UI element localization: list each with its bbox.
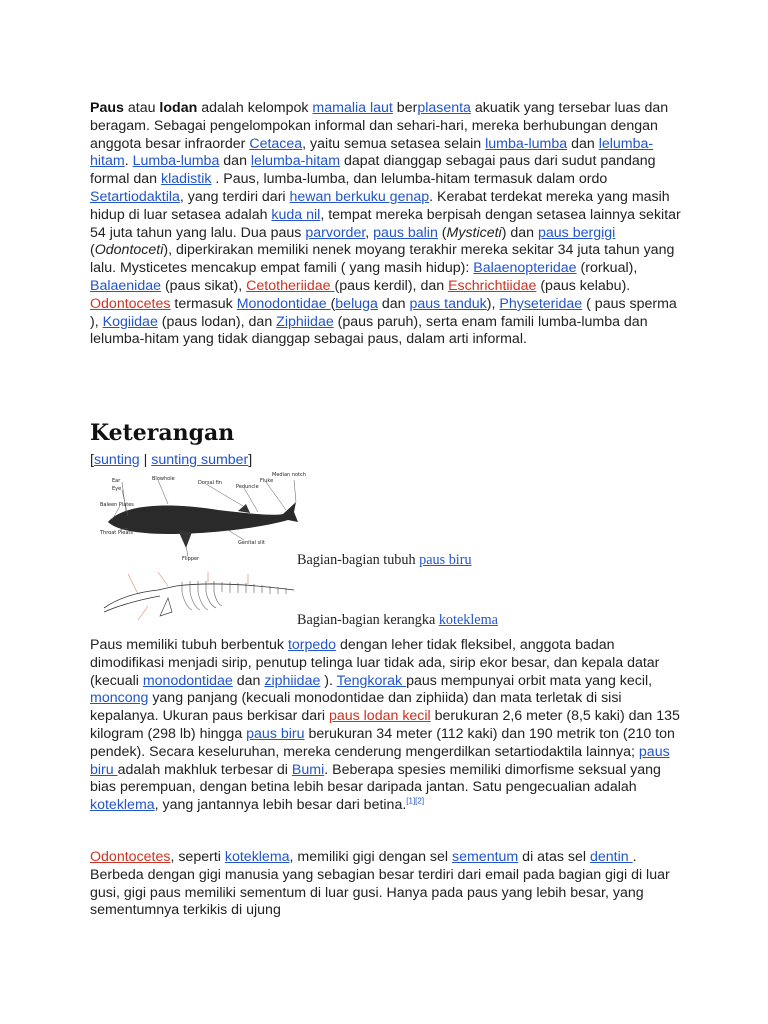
link-parvorder[interactable]: parvorder bbox=[305, 224, 366, 241]
link-cetotheriidae[interactable]: Cetotheriidae bbox=[246, 277, 335, 294]
link-paus-biru[interactable]: paus biru bbox=[246, 725, 305, 742]
link-lelumba-hitam[interactable]: lelumba-hitam bbox=[90, 135, 654, 170]
jaw-line bbox=[104, 596, 160, 612]
link-ziphiidae[interactable]: Ziphiidae bbox=[276, 313, 334, 330]
spine-line bbox=[176, 584, 294, 590]
section-heading: Keterangan bbox=[90, 420, 235, 446]
citation-refs[interactable]: [1][2] bbox=[406, 796, 425, 806]
link-tengkorak[interactable]: Tengkorak bbox=[336, 672, 407, 689]
term-lodan: lodan bbox=[159, 100, 198, 116]
link-balaenopteridae[interactable]: Balaenopteridae bbox=[473, 260, 577, 277]
link-cetacea[interactable]: Cetacea bbox=[249, 135, 303, 152]
whale-dorsal-fin-shape bbox=[238, 504, 250, 513]
link-paus-biru-2[interactable]: paus biru bbox=[90, 743, 670, 778]
body-paragraph-2: Odontocetes, seperti koteklema, memiliki gigi dengan sel sementum di atas sel dentin . Berbeda dengan gigi manusia yang sebagian besar terdiri dari email pada bagian gigi di luar gusi, gigi paus memiliki sementum di luar gusi. Hanya pada paus yang lebih besar, yang sementumnya terkikis di ujung bbox=[90, 849, 670, 919]
link-physeteridae[interactable]: Physeteridae bbox=[499, 295, 583, 312]
link-kuda-nil[interactable]: kuda nil bbox=[271, 206, 321, 223]
link-hewan-berkuku-genap[interactable]: hewan berkuku genap bbox=[289, 188, 430, 205]
skeleton-label-lines bbox=[128, 572, 248, 620]
link-kogiidae[interactable]: Kogiidae bbox=[102, 313, 158, 330]
link-lelumba-hitam-2[interactable]: lelumba-hitam bbox=[250, 153, 341, 170]
caption-link-koteklema[interactable]: koteklema bbox=[438, 612, 498, 628]
term-paus: Paus bbox=[90, 100, 124, 116]
figure-caption-body: Bagian-bagian tubuh paus biru bbox=[297, 552, 472, 568]
figure-caption-skeleton: Bagian-bagian kerangka koteklema bbox=[297, 612, 498, 628]
label-ear: Ear bbox=[112, 478, 121, 484]
whale-body-shape bbox=[108, 502, 298, 534]
term-mysticeti: Mysticeti bbox=[446, 224, 502, 241]
link-sementum[interactable]: sementum bbox=[452, 849, 519, 865]
link-beluga[interactable]: beluga bbox=[335, 295, 378, 312]
link-bumi[interactable]: Bumi bbox=[291, 761, 325, 778]
link-torpedo[interactable]: torpedo bbox=[287, 637, 337, 653]
link-monodontidae[interactable]: Monodontidae bbox=[236, 295, 331, 312]
link-monodontidae-2[interactable]: monodontidae bbox=[142, 672, 233, 689]
link-plasenta[interactable]: plasenta bbox=[417, 100, 471, 116]
whale-flipper-shape bbox=[178, 530, 192, 548]
link-lumba-lumba[interactable]: lumba-lumba bbox=[485, 135, 568, 152]
label-fluke: Fluke bbox=[260, 478, 274, 484]
section-edit-links: [sunting | sunting sumber] bbox=[90, 452, 253, 468]
intro-paragraph: Paus atau lodan adalah kelompok mamalia laut berplasenta akuatik yang tersebar luas dan beragam. Sebagai pengelompokan informal dan sehari-hari, mereka berhubungan dengan anggota besar infraorder Cetacea, yaitu semua setasea selain lumba-lumba dan lelumba-hitam. Lumba-lumba dan lelumba-hitam dapat dianggap sebagai paus dari sudut pandang formal dan kladistik . Paus, lumba-lumba, dan lelumba-hitam termasuk dalam ordo Setartiodaktila, yang terdiri dari hewan berkuku genap. Kerabat terdekat mereka yang masih hidup di luar setasea adalah kuda nil, tempat mereka berpisah dengan setasea lainnya sekitar 54 juta tahun yang lalu. Dua paus parvorder, paus balin (Mysticeti) dan paus bergigi (Odontoceti), diperkirakan memiliki nenek moyang terakhir mereka sekitar 34 juta tahun yang lalu. Mysticetes mencakup empat famili ( yang masih hidup): Balaenopteridae (rorkual), Balaenidae (paus sikat), Cetotheriidae (paus kerdil), dan Eschrichtiidae (paus kelabu). Odontocetes termasuk Monodontidae (beluga dan paus tanduk), Physeteridae ( paus sperma ), Kogiidae (paus lodan), dan Ziphiidae (paus paruh), serta enam famili lumba-lumba dan lelumba-hitam yang tidak dianggap sebagai paus, dalam arti informal. bbox=[90, 100, 681, 348]
label-throat-pleats: Throat Pleats bbox=[100, 530, 133, 536]
ribs bbox=[182, 592, 222, 610]
whale-anatomy-figure bbox=[98, 472, 306, 562]
link-balaenidae[interactable]: Balaenidae bbox=[90, 277, 161, 294]
link-koteklema[interactable]: koteklema bbox=[90, 797, 155, 814]
edit-link[interactable]: sunting bbox=[93, 452, 140, 468]
label-flipper: Flipper bbox=[182, 556, 200, 562]
link-lumba-lumba-2[interactable]: Lumba-lumba bbox=[132, 153, 220, 170]
link-paus-lodan-kecil[interactable]: paus lodan kecil bbox=[328, 708, 431, 725]
link-paus-tanduk[interactable]: paus tanduk bbox=[409, 295, 487, 312]
link-paus-bergigi[interactable]: paus bergigi bbox=[538, 224, 616, 241]
whale-skeleton-figure bbox=[98, 568, 298, 624]
flipper-bones bbox=[160, 598, 172, 616]
link-dentin[interactable]: dentin bbox=[590, 849, 633, 865]
link-moncong[interactable]: moncong bbox=[90, 690, 149, 707]
link-kladistik[interactable]: kladistik bbox=[160, 171, 212, 188]
link-odontocetes[interactable]: Odontocetes bbox=[90, 295, 171, 312]
label-eye: Eye bbox=[112, 486, 122, 492]
label-genital-slit: Genital slit bbox=[238, 540, 265, 546]
label-median-notch: Median notch bbox=[272, 472, 306, 478]
link-setartiodaktila[interactable]: Setartiodaktila bbox=[90, 188, 180, 205]
term-odontoceti: Odontoceti bbox=[94, 242, 164, 259]
link-odontocetes-2[interactable]: Odontocetes bbox=[90, 849, 171, 865]
link-eschrichtiidae[interactable]: Eschrichtiidae bbox=[448, 277, 537, 294]
label-blowhole: Blowhole bbox=[152, 476, 175, 482]
caption-link-paus-biru[interactable]: paus biru bbox=[419, 552, 472, 568]
label-peduncle: Peduncle bbox=[236, 484, 259, 490]
body-paragraph-1: Paus memiliki tubuh berbentuk torpedo dengan leher tidak fleksibel, anggota badan dimodifikasi menjadi sirip, penutup telinga luar tidak ada, sirip ekor besar, dan kepala datar (kecuali monodontidae dan ziphiidae ). Tengkorak paus mempunyai orbit mata yang kecil, moncong yang panjang (kecuali monodontidae dan ziphiida) dan mata terletak di sisi kepalanya. Ukuran paus berkisar dari paus lodan kecil berukuran 2,6 meter (8,5 kaki) dan 135 kilogram (298 lb) hingga paus biru berukuran 34 meter (112 kaki) dan 190 metrik ton (210 ton pendek). Secara keseluruhan, mereka cenderung mengerdilkan setartiodaktila lainnya; paus biru adalah makhluk terbesar di Bumi. Beberapa spesies memiliki dimorfisme seksual yang bias perempuan, dengan betina lebih besar daripada jantan. Satu pengecualian adalah koteklema, yang jantannya lebih besar dari betina.[1][2] bbox=[90, 637, 680, 814]
link-koteklema-2[interactable]: koteklema bbox=[224, 849, 290, 865]
label-dorsal-fin: Dorsal fin bbox=[198, 480, 222, 486]
link-mamalia-laut[interactable]: mamalia laut bbox=[312, 100, 393, 116]
edit-source-link[interactable]: sunting sumber bbox=[151, 452, 249, 468]
link-paus-balin[interactable]: paus balin bbox=[373, 224, 438, 241]
link-ziphiidae-2[interactable]: ziphiidae bbox=[264, 672, 321, 689]
label-baleen-plates: Baleen Plates bbox=[100, 502, 134, 508]
